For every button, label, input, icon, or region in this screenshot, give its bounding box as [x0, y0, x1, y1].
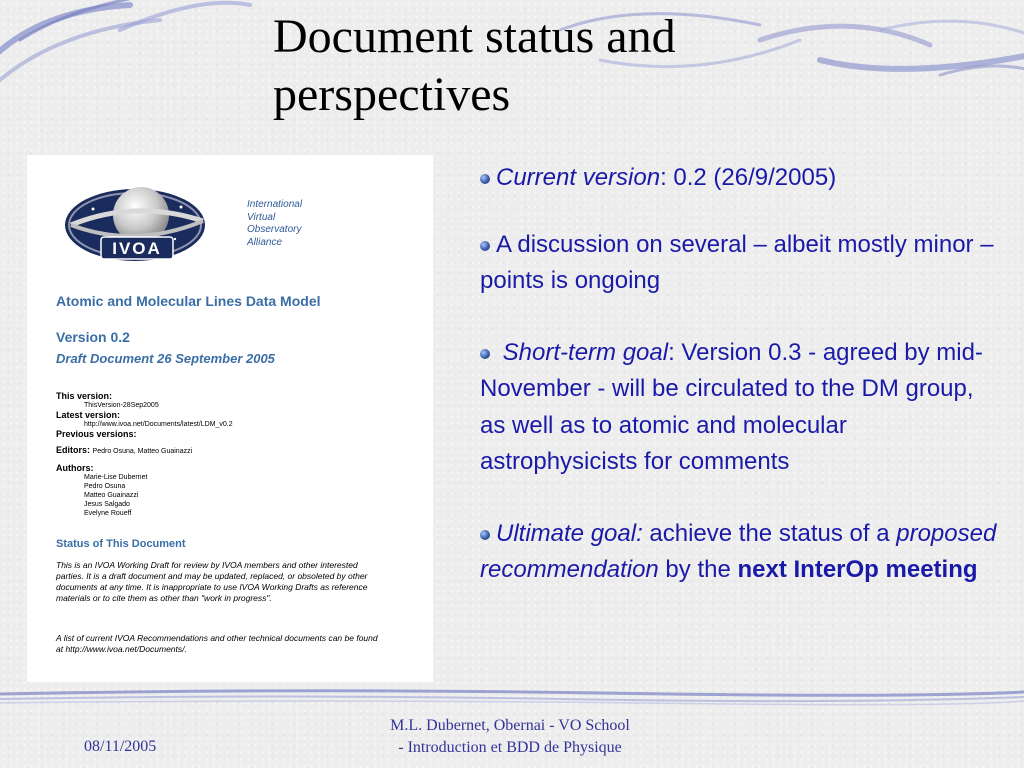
bullet-strong: next InterOp meeting	[737, 556, 978, 583]
doc-status-heading: Status of This Document	[56, 538, 186, 550]
bullet-current-version	[480, 160, 1000, 197]
bullet-emphasis: proposed recommendation	[480, 519, 997, 583]
ivoa-org-name	[247, 199, 347, 249]
bullet-text: : 0.2 (26/9/2005)	[660, 164, 837, 191]
ivoa-logo-text: IVOA	[112, 239, 162, 258]
this-version-label: This version:	[56, 391, 113, 401]
author-name: Pedro Osuna	[84, 483, 126, 490]
author-name: Marie-Lise Dubernet	[84, 474, 148, 481]
footer-line: - Introduction et BDD de Physique	[398, 739, 622, 756]
bullet-icon	[480, 241, 490, 251]
org-line: International	[247, 199, 303, 210]
decorative-rule-bottom	[0, 684, 1024, 710]
footer-line: M.L. Dubernet, Obernai - VO School	[390, 717, 630, 734]
doc-title: Atomic and Molecular Lines Data Model	[56, 293, 321, 309]
latest-version-value: http://www.ivoa.net/Documents/latest/LDM_v0.2	[84, 421, 233, 428]
bullet-short-term-goal	[480, 335, 1000, 481]
doc-version: Version 0.2	[56, 329, 130, 345]
org-line: Alliance	[247, 236, 283, 248]
bullet-emphasis: Ultimate goal:	[496, 519, 643, 547]
doc-recommendations-text: A list of current IVOA Recommendations and other technical documents can be found at http://www.ivoa.net/Documents/.	[56, 633, 378, 654]
bullet-icon	[480, 530, 490, 540]
editors-label: Editors:	[56, 445, 91, 455]
doc-status-text: This is an IVOA Working Draft for review by IVOA members and other interested parties. It is a draft document and may be updated, replaced, or obsoleted by other documents at any time. It is inappropriate to use IVOA Working Drafts as reference materials or to cite them as other than "work in progress".	[56, 560, 368, 603]
this-version-value: ThisVersion-28Sep2005	[84, 402, 159, 409]
ivoa-logo	[63, 179, 213, 271]
bullet-icon	[480, 174, 490, 184]
author-name: Evelyne Roueff	[84, 510, 132, 517]
authors-label: Authors:	[56, 463, 94, 473]
author-name: Jesus Salgado	[84, 501, 130, 508]
bullet-text: : Version 0.3 - agreed by mid-November - will be circulated to the DM group, as well as to atomic and molecular astrophysicists for comments	[480, 338, 983, 475]
bullet-emphasis: Short-term goal	[502, 338, 669, 366]
previous-versions-label: Previous versions:	[56, 429, 137, 439]
org-line: Virtual	[247, 211, 276, 223]
document-cover-image	[27, 155, 433, 682]
doc-draft-date: Draft Document 26 September 2005	[56, 351, 275, 366]
bullet-text: A discussion on several – albeit mostly minor – points is ongoing	[480, 230, 994, 294]
editors-value: Pedro Osuna, Matteo Guainazzi	[92, 448, 193, 455]
author-name: Matteo Guainazzi	[84, 492, 139, 499]
bullet-text: by the	[658, 556, 738, 583]
bullet-discussion	[480, 227, 1000, 300]
footer-caption	[350, 715, 670, 759]
org-line: Observatory	[247, 224, 302, 235]
footer-date: 08/11/2005	[84, 738, 157, 755]
latest-version-label: Latest version:	[56, 410, 121, 420]
bullet-ultimate-goal	[480, 516, 1000, 589]
bullet-icon	[480, 349, 490, 359]
bullet-text: achieve the status of a	[642, 519, 897, 547]
doc-metadata	[56, 391, 416, 518]
bullet-list	[480, 160, 1000, 589]
bullet-emphasis: Current version	[496, 164, 661, 191]
slide-title: Document status and perspectives	[273, 10, 676, 121]
